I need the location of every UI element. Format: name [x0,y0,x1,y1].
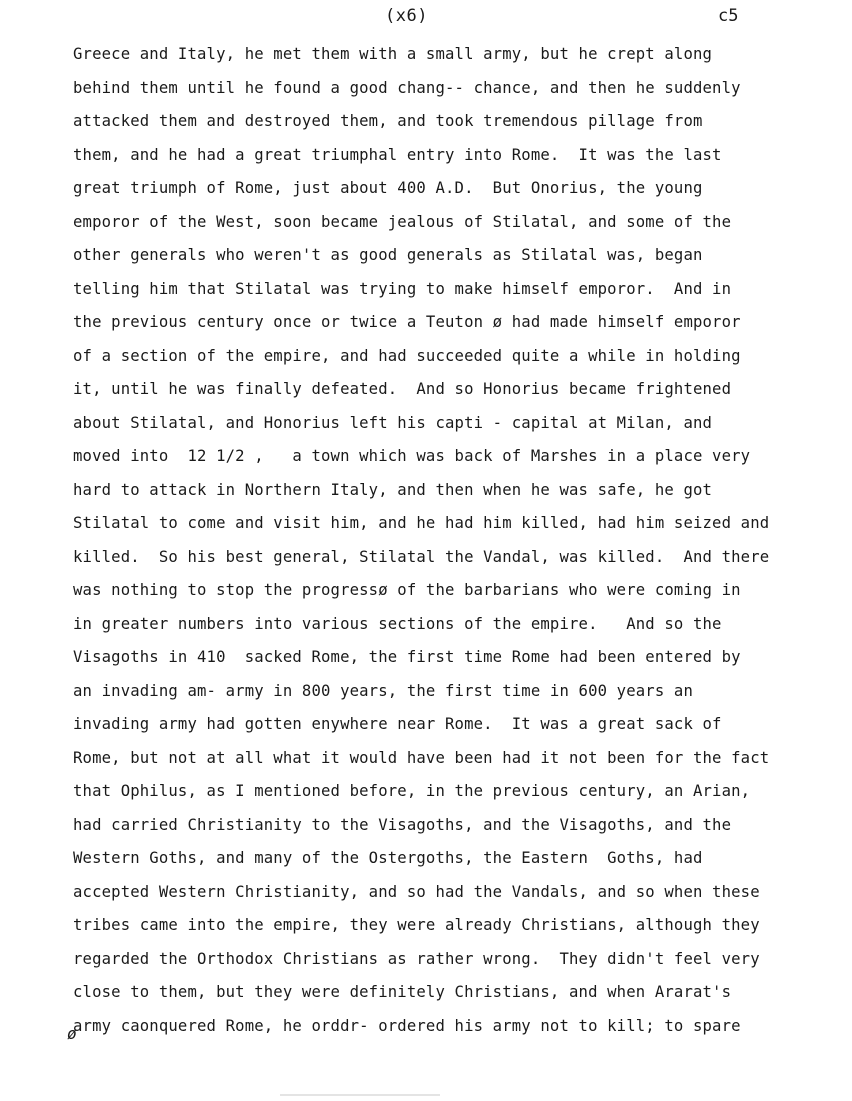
text-line: moved into 12 1/2 , a town which was back of Marshes in a place very [73,447,751,465]
text-line: emporor of the West, soon became jealous of Stilatal, and some of the [73,212,732,231]
text-line: of a section of the empire, and had succeeded quite a while in holding [73,346,741,365]
text-line: killed. So his best general, Stilatal the Vandal, was killed. And there [73,547,770,566]
text-line: about Stilatal, and Honorius left his capti - capital at Milan, and [73,413,713,432]
text-line: Stilatal to come and visit him, and he had him killed, had him seized and [73,514,770,532]
text-line: invading army had gotten enywhere near Rome. It was a great sack of [73,715,722,733]
text-line: had carried Christianity to the Visagoths, and the Visagoths, and the [73,815,732,834]
scan-artifact [280,1094,440,1096]
page-code: c5 [718,6,739,26]
text-line: other generals who weren't as good generals as Stilatal was, began [73,246,703,264]
text-line: Western Goths, and many of the Ostergoths, the Eastern Goths, had [73,849,703,867]
text-line: telling him that Stilatal was trying to make himself emporor. And in [73,279,732,298]
transcript-body [73,38,843,1043]
text-line: accepted Western Christianity, and so had the Vandals, and so when these [73,882,760,901]
text-line: in greater numbers into various sections of the empire. And so the [73,614,722,633]
text-line: army caonquered Rome, he orddr- ordered his army not to kill; to spare [73,1016,741,1035]
margin-strike-mark: ø [67,1024,77,1043]
text-line: regarded the Orthodox Christians as rather wrong. They didn't feel very [73,949,760,968]
page-number: (x6) [385,6,428,26]
text-line: it, until he was finally defeated. And so Honorius became frightened [73,380,732,398]
text-line: attacked them and destroyed them, and took tremendous pillage from [73,112,703,130]
text-line: hard to attack in Northern Italy, and then when he was safe, he got [73,480,713,499]
text-line: that Ophilus, as I mentioned before, in the previous century, an Arian, [73,782,751,800]
text-line: tribes came into the empire, they were already Christians, although they [73,916,760,934]
text-line: an invading am- army in 800 years, the first time in 600 years an [73,681,693,700]
text-line: the previous century once or twice a Teuton ø had made himself emporor [73,313,741,331]
text-line: Visagoths in 410 sacked Rome, the first time Rome had been entered by [73,648,741,666]
text-line: great triumph of Rome, just about 400 A.D. But Onorius, the young [73,179,703,197]
text-line: Rome, but not at all what it would have been had it not been for the fact [73,748,770,767]
text-line: close to them, but they were definitely Christians, and when Ararat's [73,983,732,1001]
text-line: them, and he had a great triumphal entry into Rome. It was the last [73,145,722,164]
text-line: was nothing to stop the progressø of the barbarians who were coming in [73,581,741,599]
text-line: Greece and Italy, he met them with a small army, but he crept along [73,45,713,63]
text-line: behind them until he found a good chang-- chance, and then he suddenly [73,78,741,97]
